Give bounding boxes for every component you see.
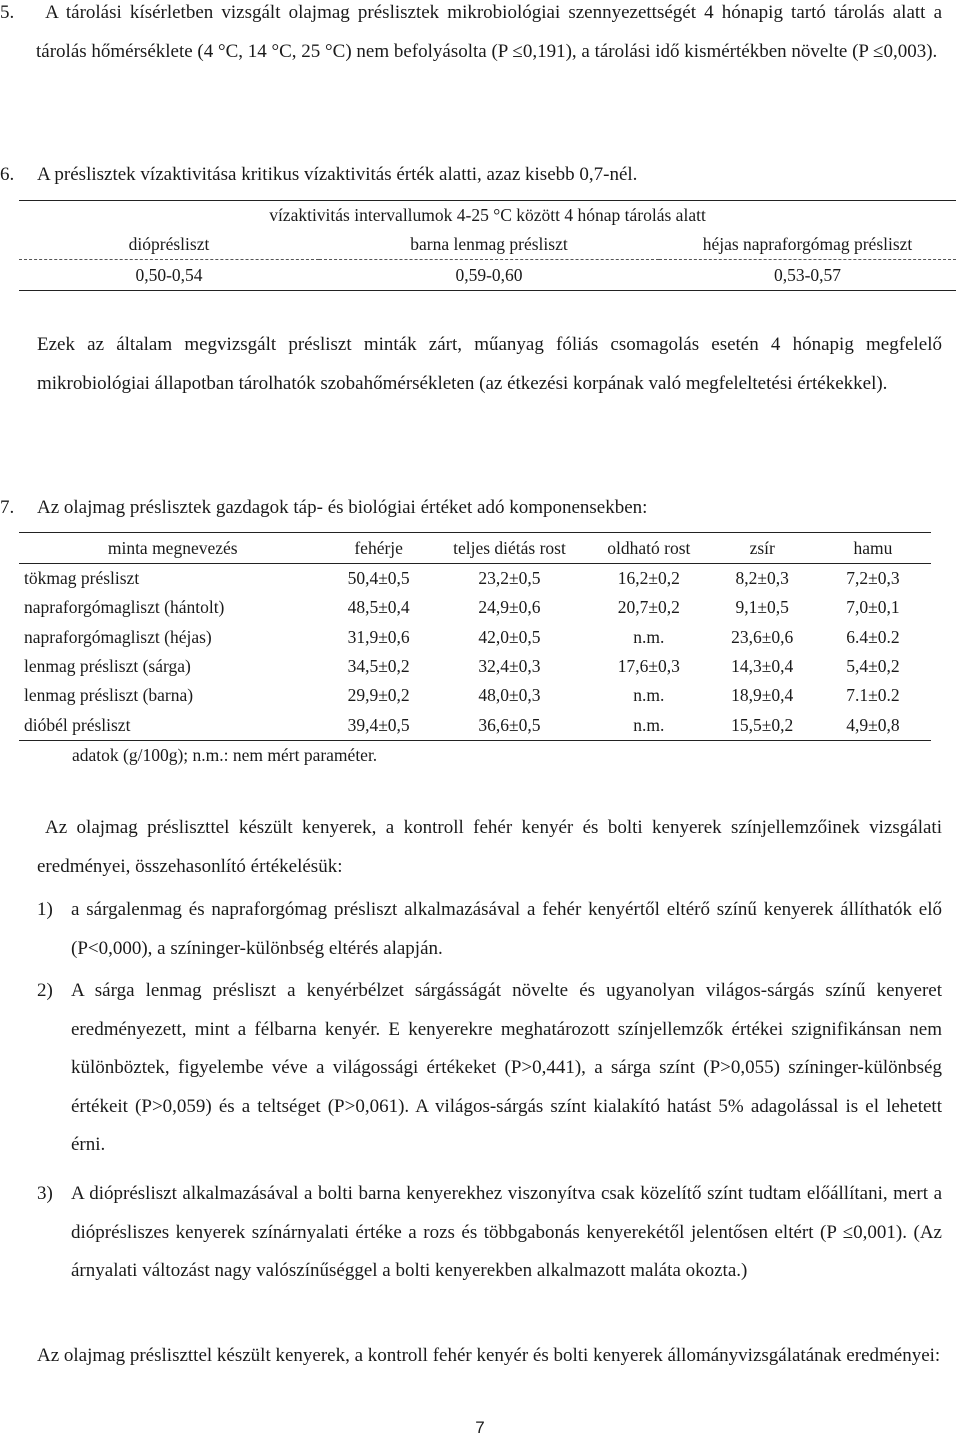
table2-header-sample: minta megnevezés <box>19 533 326 564</box>
table1-value-brown-flax: 0,59-0,60 <box>319 260 659 291</box>
item-8-subitem-1 <box>37 891 942 968</box>
item-8 <box>0 809 942 886</box>
item-7 <box>0 489 942 528</box>
table1-title-row <box>19 201 956 230</box>
table2-cell-protein: 34,5±0,2 <box>347 656 410 677</box>
table2-cell-dietary-fiber: 23,2±0,5 <box>478 568 541 589</box>
table-row <box>19 564 931 594</box>
table2-cell-fat: 14,3±0,4 <box>731 656 794 677</box>
table-row <box>19 681 931 710</box>
table1-values-row <box>19 260 956 291</box>
item-9-text: Az olajmag présliszttel készült kenyerek, a kontroll fehér kenyér és bolti kenyerek állományvizsgálatának eredményei: <box>37 1345 941 1366</box>
table2-header-fat: zsír <box>710 533 815 564</box>
table2-cell-ash: 4,9±0,8 <box>815 710 931 740</box>
table2-cell-fat: 18,9±0,4 <box>731 685 794 706</box>
table1-col-walnut: dióprésliszt <box>19 230 319 260</box>
table2-cell-sample: lenmag présliszt (sárga) <box>24 656 191 677</box>
item-7-text: Az olajmag préslisztek gazdagok táp- és biológiai értéket adó komponensekben: <box>37 497 648 518</box>
composition-table <box>19 532 931 741</box>
subitem-1-text: a sárgalenmag és napraforgómag présliszt alkalmazásával a fehér kenyértől eltérő színű kenyerek állíthatók elő (P<0,000), a színinger-különbség eltérés alapján. <box>71 899 942 959</box>
page-number: 7 <box>475 1418 485 1437</box>
table1-col-brown-flax: barna lenmag présliszt <box>319 230 659 260</box>
table2-header-protein: fehérje <box>326 533 430 564</box>
table2-cell-dietary-fiber: 42,0±0,5 <box>478 626 541 647</box>
table2-cell-soluble-fiber: 20,7±0,2 <box>617 597 680 618</box>
table2-cell-sample: napraforgómagliszt (héjas) <box>24 626 212 647</box>
subitem-3-label: 3) <box>37 1183 53 1204</box>
table2-cell-dietary-fiber: 48,0±0,3 <box>478 685 541 706</box>
item-6-text: A préslisztek vízaktivitása kritikus vízaktivitás érték alatti, azaz kisebb 0,7-nél. <box>37 164 638 185</box>
subitem-3-text: A dióprésliszt alkalmazásával a bolti barna kenyerekhez viszonyítva csak közelítő színt tudtam előállítani, mert a dióprésliszes kenyerek színárnyalati értéke a rozs és többgabonás kenyerekétől jelentősen eltért (P ≤0,001). (Az árnyalati változást nagy valószínűséggel a bolti kenyerekben alkalmazott maláta okozta.) <box>71 1183 942 1281</box>
table2-cell-sample: tökmag présliszt <box>24 568 140 589</box>
table2-cell-fat: 15,5±0,2 <box>710 710 815 740</box>
table2-cell-fat: 8,2±0,3 <box>735 568 789 589</box>
table2-cell-ash: 7,0±0,1 <box>846 597 900 618</box>
table2-cell-protein: 29,9±0,2 <box>347 685 410 706</box>
table2-cell-protein: 31,9±0,6 <box>347 626 410 647</box>
table2-cell-fat: 23,6±0,6 <box>731 626 794 647</box>
item-7-number: 7. <box>0 497 15 518</box>
table2-cell-soluble-fiber: n.m. <box>633 685 665 706</box>
table2-cell-soluble-fiber: n.m. <box>588 710 709 740</box>
item-8-subitem-2 <box>37 972 942 1165</box>
table2-cell-soluble-fiber: n.m. <box>633 626 665 647</box>
storage-paragraph <box>37 326 942 403</box>
item-5-number: 5. <box>0 2 15 23</box>
item-9-number <box>0 1337 37 1376</box>
item-9 <box>0 1337 942 1376</box>
item-6-number: 6. <box>0 164 15 185</box>
table-row <box>19 710 931 740</box>
table1-value-walnut: 0,50-0,54 <box>19 260 319 291</box>
table2-cell-fat: 9,1±0,5 <box>735 597 789 618</box>
table2-cell-dietary-fiber: 36,6±0,5 <box>431 710 588 740</box>
table2-cell-soluble-fiber: 17,6±0,3 <box>617 656 680 677</box>
table-row <box>19 652 931 681</box>
table2-cell-ash: 5,4±0,2 <box>846 656 900 677</box>
item-6 <box>0 156 942 195</box>
subitem-2-text: A sárga lenmag présliszt a kenyérbélzet sárgásságát növelte és ugyanolyan világos-sárgás színű kenyeret eredményezett, mint a félbarna kenyér. E kenyerekre meghatározott színjellemzők értékei szignifikánsan nem különböztek, figyelembe véve a világossági értékeket (P>0,441), a sárga színt (P>0,055) színinger-különbség értékeit (P>0,059) és a teltséget (P>0,061). A világos-sárgás színt kialakító hatást 5% adagolással is el lehetett érni. <box>71 980 942 1155</box>
table2-cell-ash: 6.4±0.2 <box>846 626 900 647</box>
water-activity-table <box>19 201 956 291</box>
table-row <box>19 623 931 652</box>
table2-note: adatok (g/100g); n.m.: nem mért paraméter. <box>72 745 378 765</box>
table2-header-ash: hamu <box>815 533 931 564</box>
table1-header-row <box>19 230 956 260</box>
table2-cell-sample: lenmag présliszt (barna) <box>24 685 194 706</box>
item-5-text: A tárolási kísérletben vizsgált olajmag préslisztek mikrobiológiai szennyezettségét 4 hónapig tartó tárolás alatt a tárolás hőmérséklete (4 °C, 14 °C, 25 °C) nem befolyásolta (P ≤0,191), a tárolási idő kismértékben növelte (P ≤0,003). <box>36 2 943 62</box>
table2-cell-protein: 48,5±0,4 <box>347 597 410 618</box>
table2-cell-dietary-fiber: 24,9±0,6 <box>478 597 541 618</box>
storage-paragraph-text: Ezek az általam megvizsgált présliszt minták zárt, műanyag fóliás csomagolás esetén 4 hónapig megfelelő mikrobiológiai állapotban tárolhatók szobahőmérsékleten (az étkezési korpának való megfeleltetési értékekkel). <box>37 334 942 394</box>
table2-cell-protein: 50,4±0,5 <box>347 568 410 589</box>
table2-cell-soluble-fiber: 16,2±0,2 <box>617 568 680 589</box>
table2-cell-ash: 7.1±0.2 <box>846 685 900 706</box>
table2-cell-sample: dióbél présliszt <box>19 710 326 740</box>
table1-value-sunflower: 0,53-0,57 <box>659 260 956 291</box>
subitem-1-label: 1) <box>37 899 53 920</box>
table2-header-soluble-fiber: oldható rost <box>588 533 709 564</box>
item-5 <box>0 0 943 71</box>
table2-cell-dietary-fiber: 32,4±0,3 <box>478 656 541 677</box>
table2-cell-sample: napraforgómagliszt (hántolt) <box>24 597 225 618</box>
item-8-subitem-3 <box>37 1175 942 1291</box>
table2-header-dietary-fiber: teljes diétás rost <box>431 533 588 564</box>
table1-col-sunflower: héjas napraforgómag présliszt <box>659 230 956 260</box>
item-8-text: Az olajmag présliszttel készült kenyerek, a kontroll fehér kenyér és bolti kenyerek színjellemzőinek vizsgálati eredményei, összehasonlító értékelésük: <box>37 817 942 877</box>
table2-cell-ash: 7,2±0,3 <box>846 568 900 589</box>
table-row <box>19 593 931 622</box>
item-8-number <box>0 809 45 848</box>
table2-cell-protein: 39,4±0,5 <box>326 710 430 740</box>
subitem-2-label: 2) <box>37 980 53 1001</box>
table1-title: vízaktivitás intervallumok 4-25 °C között 4 hónap tárolás alatt <box>269 205 706 225</box>
table2-header-row <box>19 533 931 564</box>
